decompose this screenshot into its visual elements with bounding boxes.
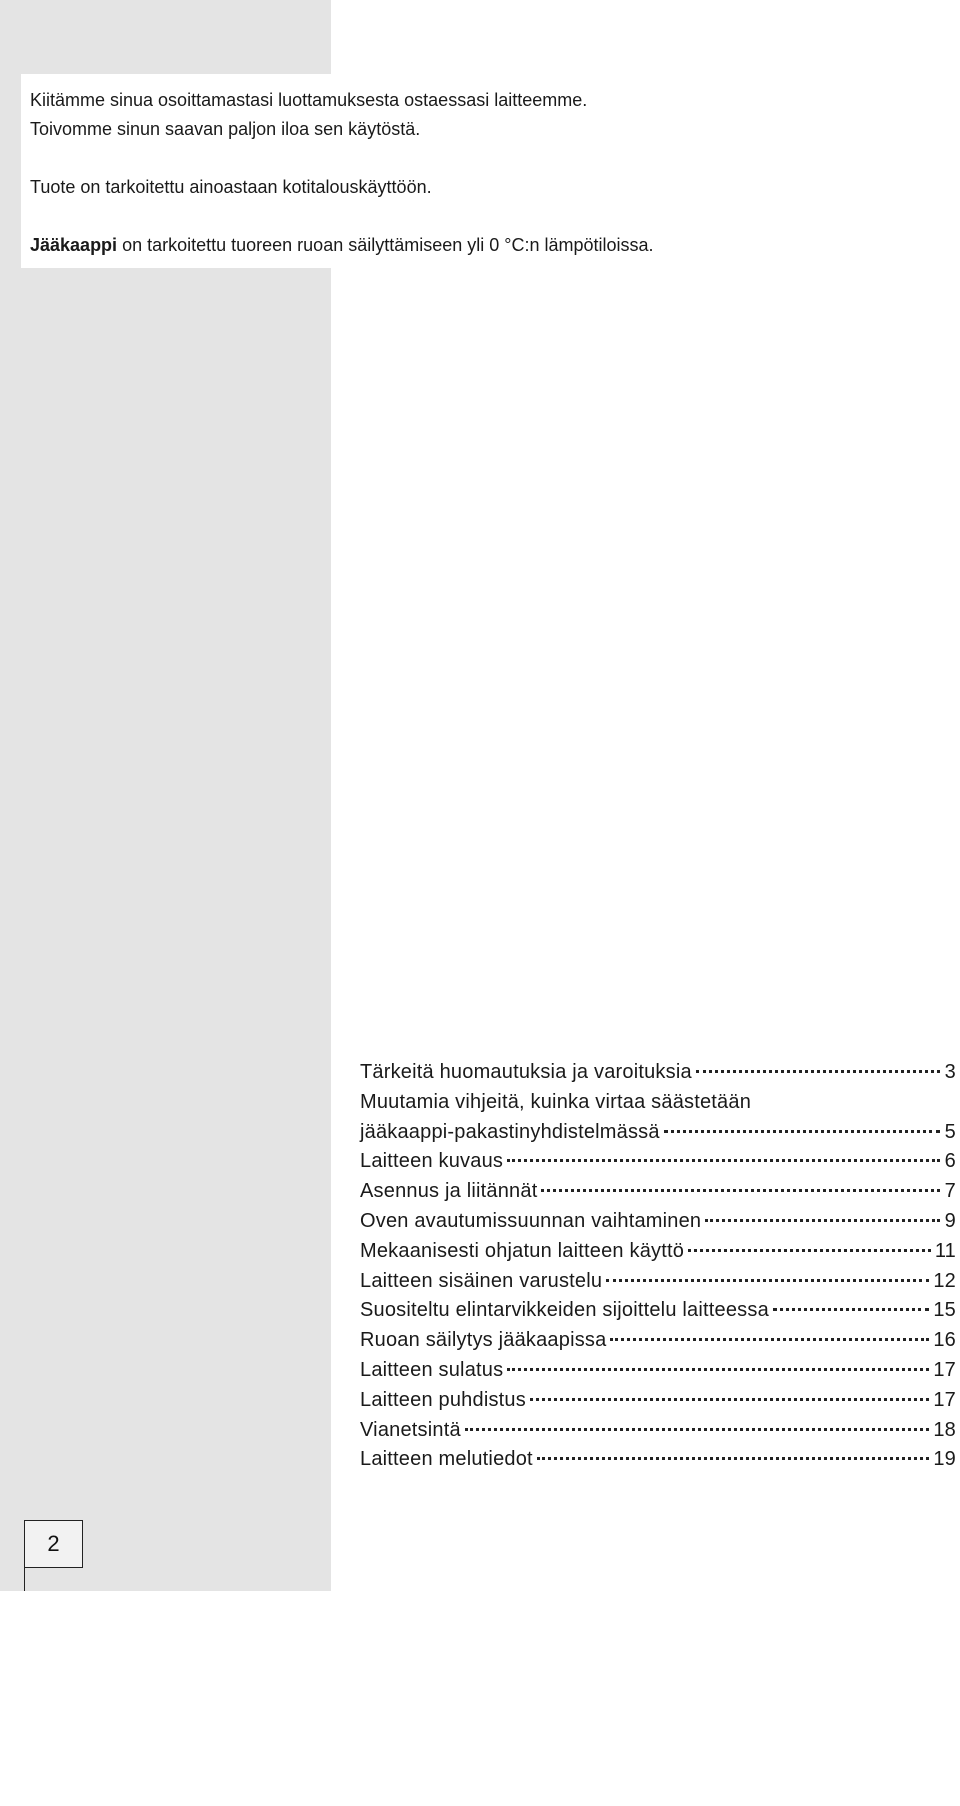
toc-leader-dots [696, 1070, 940, 1073]
intro-line-4-bold: Jääkaappi [30, 235, 118, 255]
toc-entry-page: 17 [933, 1358, 956, 1381]
toc-leader-dots [530, 1398, 929, 1401]
toc-entry[interactable] [360, 1207, 956, 1237]
toc-entry-title: jääkaappi-pakastinyhdistelmässä [360, 1120, 660, 1143]
toc-entry[interactable] [360, 1386, 956, 1416]
page-number-rule [24, 1567, 25, 1591]
intro-line-2: Toivomme sinun saavan paljon iloa sen käytöstä. [30, 119, 421, 139]
toc-entry-page: 16 [933, 1329, 956, 1352]
toc-entry-title: Vianetsintä [360, 1418, 461, 1441]
toc-leader-dots [705, 1219, 940, 1222]
intro-line-1: Kiitämme sinua osoittamastasi luottamuksesta ostaessasi laitteemme. [30, 90, 588, 110]
toc-leader-dots [537, 1457, 930, 1460]
toc-leader-dots [507, 1368, 929, 1371]
toc-leader-dots [610, 1338, 929, 1341]
toc-entry-page: 11 [934, 1239, 956, 1262]
toc-entry-page: 17 [933, 1388, 956, 1411]
toc-leader-dots [773, 1308, 929, 1311]
toc-entry-page: 9 [944, 1209, 956, 1232]
toc-leader-dots [541, 1189, 940, 1192]
toc-entry[interactable] [360, 1177, 956, 1207]
intro-text [30, 86, 790, 260]
toc-entry-title: Laitteen melutiedot [360, 1448, 533, 1471]
toc-leader-dots [507, 1159, 940, 1162]
toc-entry[interactable] [360, 1416, 956, 1446]
toc-entry[interactable] [360, 1445, 956, 1475]
toc-entry[interactable] [360, 1118, 956, 1148]
toc-entry-title: Muutamia vihjeitä, kuinka virtaa säästetään [360, 1090, 752, 1113]
toc-entry-page: 5 [944, 1120, 956, 1143]
toc-entry-title: Mekaanisesti ohjatun laitteen käyttö [360, 1239, 685, 1262]
toc-leader-dots [465, 1428, 930, 1431]
toc-entry[interactable] [360, 1088, 956, 1118]
toc-entry-title: Suositeltu elintarvikkeiden sijoittelu laitteessa [360, 1299, 769, 1322]
toc-entry-title: Laitteen sisäinen varustelu [360, 1269, 603, 1292]
toc-entry[interactable] [360, 1326, 956, 1356]
toc-entry-title: Laitteen sulatus [360, 1358, 504, 1381]
toc-entry[interactable] [360, 1356, 956, 1386]
toc-entry-page: 15 [933, 1299, 956, 1322]
toc-entry-page: 19 [933, 1448, 956, 1471]
page-number: 2 [24, 1520, 83, 1568]
intro-line-4-rest: on tarkoitettu tuoreen ruoan säilyttämiseen yli 0 °C:n lämpötiloissa. [117, 235, 654, 255]
toc-entry-page: 7 [944, 1180, 956, 1203]
toc-entry[interactable] [360, 1147, 956, 1177]
toc-entry-page: 12 [933, 1269, 956, 1292]
toc-entry-title: Oven avautumissuunnan vaihtaminen [360, 1209, 702, 1232]
toc-leader-dots [688, 1249, 931, 1252]
toc-entry-title: Tärkeitä huomautuksia ja varoituksia [360, 1061, 692, 1083]
toc-leader-dots [606, 1279, 929, 1282]
intro-line-3: Tuote on tarkoitettu ainoastaan kotitalouskäyttöön. [30, 177, 432, 197]
toc-entry[interactable] [360, 1296, 956, 1326]
table-of-contents [360, 1058, 956, 1475]
toc-entry-page: 18 [933, 1418, 956, 1441]
toc-entry[interactable] [360, 1237, 956, 1267]
toc-entry-page: 3 [944, 1061, 956, 1083]
toc-entry[interactable] [360, 1058, 956, 1088]
toc-entry[interactable] [360, 1267, 956, 1297]
toc-entry-title: Laitteen puhdistus [360, 1388, 526, 1411]
toc-leader-dots [664, 1130, 940, 1133]
intro-line-4 [30, 231, 790, 260]
toc-entry-title: Ruoan säilytys jääkaapissa [360, 1329, 607, 1352]
toc-entry-page: 6 [944, 1150, 956, 1173]
toc-entry-title: Laitteen kuvaus [360, 1150, 504, 1173]
toc-entry-title: Asennus ja liitännät [360, 1180, 538, 1203]
